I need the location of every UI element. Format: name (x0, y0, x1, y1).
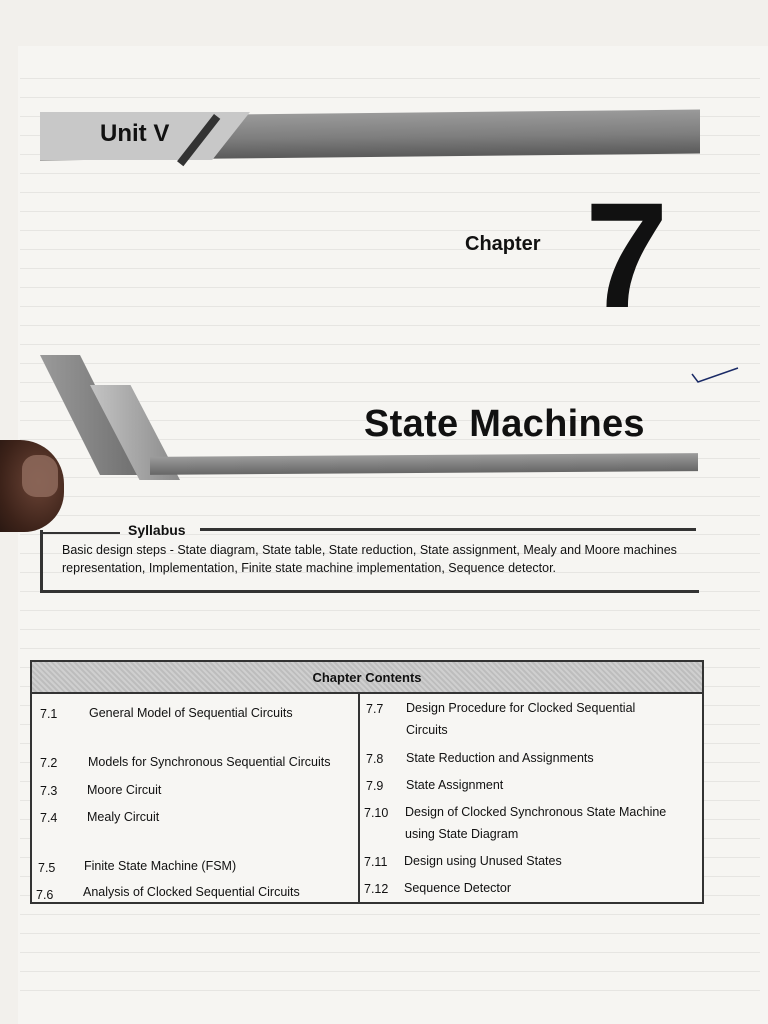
contents-number: 7.2 (40, 756, 58, 770)
unit-title: Unit V (100, 120, 170, 147)
contents-item: General Model of Sequential Circuits (89, 706, 293, 720)
chapter-title: State Machines (364, 403, 645, 445)
syllabus-text: Basic design steps - State diagram, State table, State reduction, State assignment, Mealy and Moore machines representation, Implementation, Finite state machine implementation, Sequence detector. (62, 543, 677, 575)
contents-number: 7.6 (36, 888, 54, 902)
table-header (32, 662, 702, 694)
contents-number: 7.3 (40, 784, 58, 798)
syllabus-heading: Syllabus (128, 522, 186, 538)
contents-number: 7.11 (364, 855, 388, 869)
contents-number: 7.4 (40, 811, 58, 825)
contents-number: 7.12 (364, 882, 389, 896)
contents-item: Design Procedure for Clocked Sequential Circuits (406, 701, 636, 737)
contents-number: 7.7 (366, 702, 384, 716)
title-underline-bar (150, 453, 698, 475)
chapter-number: 7 (585, 171, 669, 339)
contents-item: State Assignment (406, 778, 504, 792)
contents-number: 7.8 (366, 752, 384, 766)
contents-item: Design using Unused States (404, 854, 562, 868)
contents-item: Moore Circuit (87, 783, 162, 797)
chapter-label: Chapter (465, 233, 541, 255)
contents-item: Analysis of Clocked Sequential Circuits (83, 885, 300, 899)
thumb-nail-artifact (22, 455, 58, 497)
contents-number: 7.1 (40, 707, 58, 721)
contents-number: 7.10 (364, 806, 389, 820)
contents-number: 7.9 (366, 779, 384, 793)
chapter-contents-table (30, 660, 704, 904)
contents-number: 7.5 (38, 861, 56, 875)
contents-item: Design of Clocked Synchronous State Machine using State Diagram (405, 805, 667, 841)
table-title: Chapter Contents (312, 670, 422, 685)
contents-item: Finite State Machine (FSM) (84, 859, 237, 873)
contents-item: Sequence Detector (404, 881, 512, 895)
contents-item: Mealy Circuit (87, 810, 160, 824)
contents-item: Models for Synchronous Sequential Circuits (88, 755, 331, 769)
contents-item: State Reduction and Assignments (406, 751, 594, 765)
pen-tick-mark (690, 366, 740, 386)
